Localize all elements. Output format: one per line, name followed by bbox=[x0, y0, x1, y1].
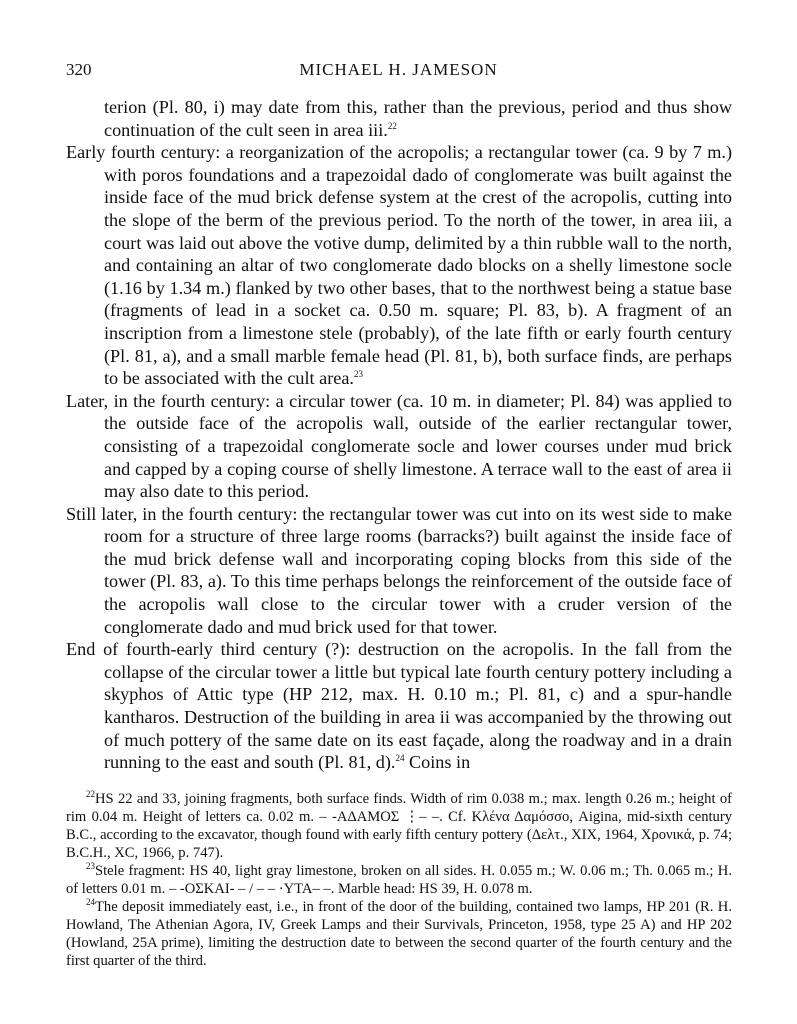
footnote: $^{22}$HS 22 and 33, joining fragments, both surface finds. Width of rim 0.038 m.; max. length 0.26 m.; height of rim 0.04 m. Height of letters ca. 0.02 m. – -ΑΔΑΜΟΣ ⋮– –. Cf. Κλένα Δαμόσσο, Aigina, mid-sixth century B.C., according to the excavator, though found with early fifth century pottery (Δελτ., XIX, 1964, Χρονικά, p. 74; B.C.H., XC, 1966, p. 747). bbox=[66, 789, 732, 861]
page-number: 320 bbox=[66, 60, 92, 79]
footnote: $^{23}$Stele fragment: HS 40, light gray limestone, broken on all sides. H. 0.055 m.; W. 0.06 m.; Th. 0.065 m.; H. of letters 0.01 m. – -ΟΣΚΑΙ- – / – – ·ΥΤΑ– –. Marble head: HS 39, H. 0.078 m. bbox=[66, 861, 732, 897]
period-entry: Early fourth century: a reorganization of the acropolis; a rectangular tower (ca. 9 by 7 m.) with poros foundations and a trapezoidal dado of conglomerate was built against the inside face of the mud brick defense system at the crest of the acropolis, cutting into the slope of the berm of the previous period. To the north of the tower, in area iii, a court was laid out above the votive dump, delimited by a thin rubble wall to the north, and containing an altar of two conglomerate dado blocks on a shelly limestone socle (1.16 by 1.34 m.) flanked by two other bases, that to the northwest being a statue base (fragments of lead in a socket ca. 0.50 m. square; Pl. 83, b). A fragment of an inscription from a limestone stele (probably), of the late fifth or early fourth century (Pl. 81, a), and a small marble female head (Pl. 81, b), both surface finds, are perhaps to be associated with the cult area.$^{23}$ bbox=[66, 142, 732, 389]
footnote-number: 22 bbox=[86, 789, 95, 800]
body-text bbox=[66, 96, 732, 774]
period-entry: Still later, in the fourth century: the rectangular tower was cut into on its west side to make room for a structure of three large rooms (barracks?) built against the inside face of the mud brick defense wall and incorporating coping blocks from this side of the tower (Pl. 83, a). To this time perhaps belongs the reinforcement of the outside face of the acropolis wall close to the circular tower with a cruder version of the conglomerate dado and mud brick used for that tower. bbox=[66, 503, 732, 637]
footnote-ref: 24 bbox=[395, 753, 405, 764]
footnote-ref: 23 bbox=[353, 369, 363, 380]
footnote: $^{24}$The deposit immediately east, i.e., in front of the door of the building, contained two lamps, HP 201 (R. H. Howland, The Athenian Agora, IV, Greek Lamps and their Survivals, Princeton, 1958, type 25 A) and HP 202 (Howland, 25A prime), limiting the destruction date to between the second quarter of the fourth century and the first quarter of the third. bbox=[66, 897, 732, 969]
period-entry: End of fourth-early third century (?): destruction on the acropolis. In the fall from the collapse of the circular tower a little but typical late fourth century pottery including a skyphos of Attic type (HP 212, max. H. 0.10 m.; Pl. 81, c) and a spur-handle kantharos. Destruction of the building in area ii was accompanied by the throwing out of much pottery of the same date on its east façade, along the roadway and in a drain running to the east and south (Pl. 81, d).$^{24}$ Coins in bbox=[66, 639, 732, 773]
footnotes bbox=[66, 790, 732, 970]
footnote-number: 23 bbox=[86, 861, 95, 872]
period-entry: Later, in the fourth century: a circular tower (ca. 10 m. in diameter; Pl. 84) was applied to the outside face of the acropolis wall, outside of the earlier rectangular tower, consisting of a trapezoidal conglomerate socle and lower courses under mud brick and capped by a coping course of shelly limestone. A terrace wall to the east of area ii may also date to this period. bbox=[66, 390, 732, 502]
paragraph-continued: terion (Pl. 80, i) may date from this, rather than the previous, period and thus show continuation of the cult seen in area iii.$^{22}$ bbox=[104, 97, 732, 140]
footnote-number: 24 bbox=[86, 897, 95, 908]
running-head: MICHAEL H. JAMESON bbox=[299, 60, 498, 79]
footnote-ref: 22 bbox=[387, 120, 397, 131]
